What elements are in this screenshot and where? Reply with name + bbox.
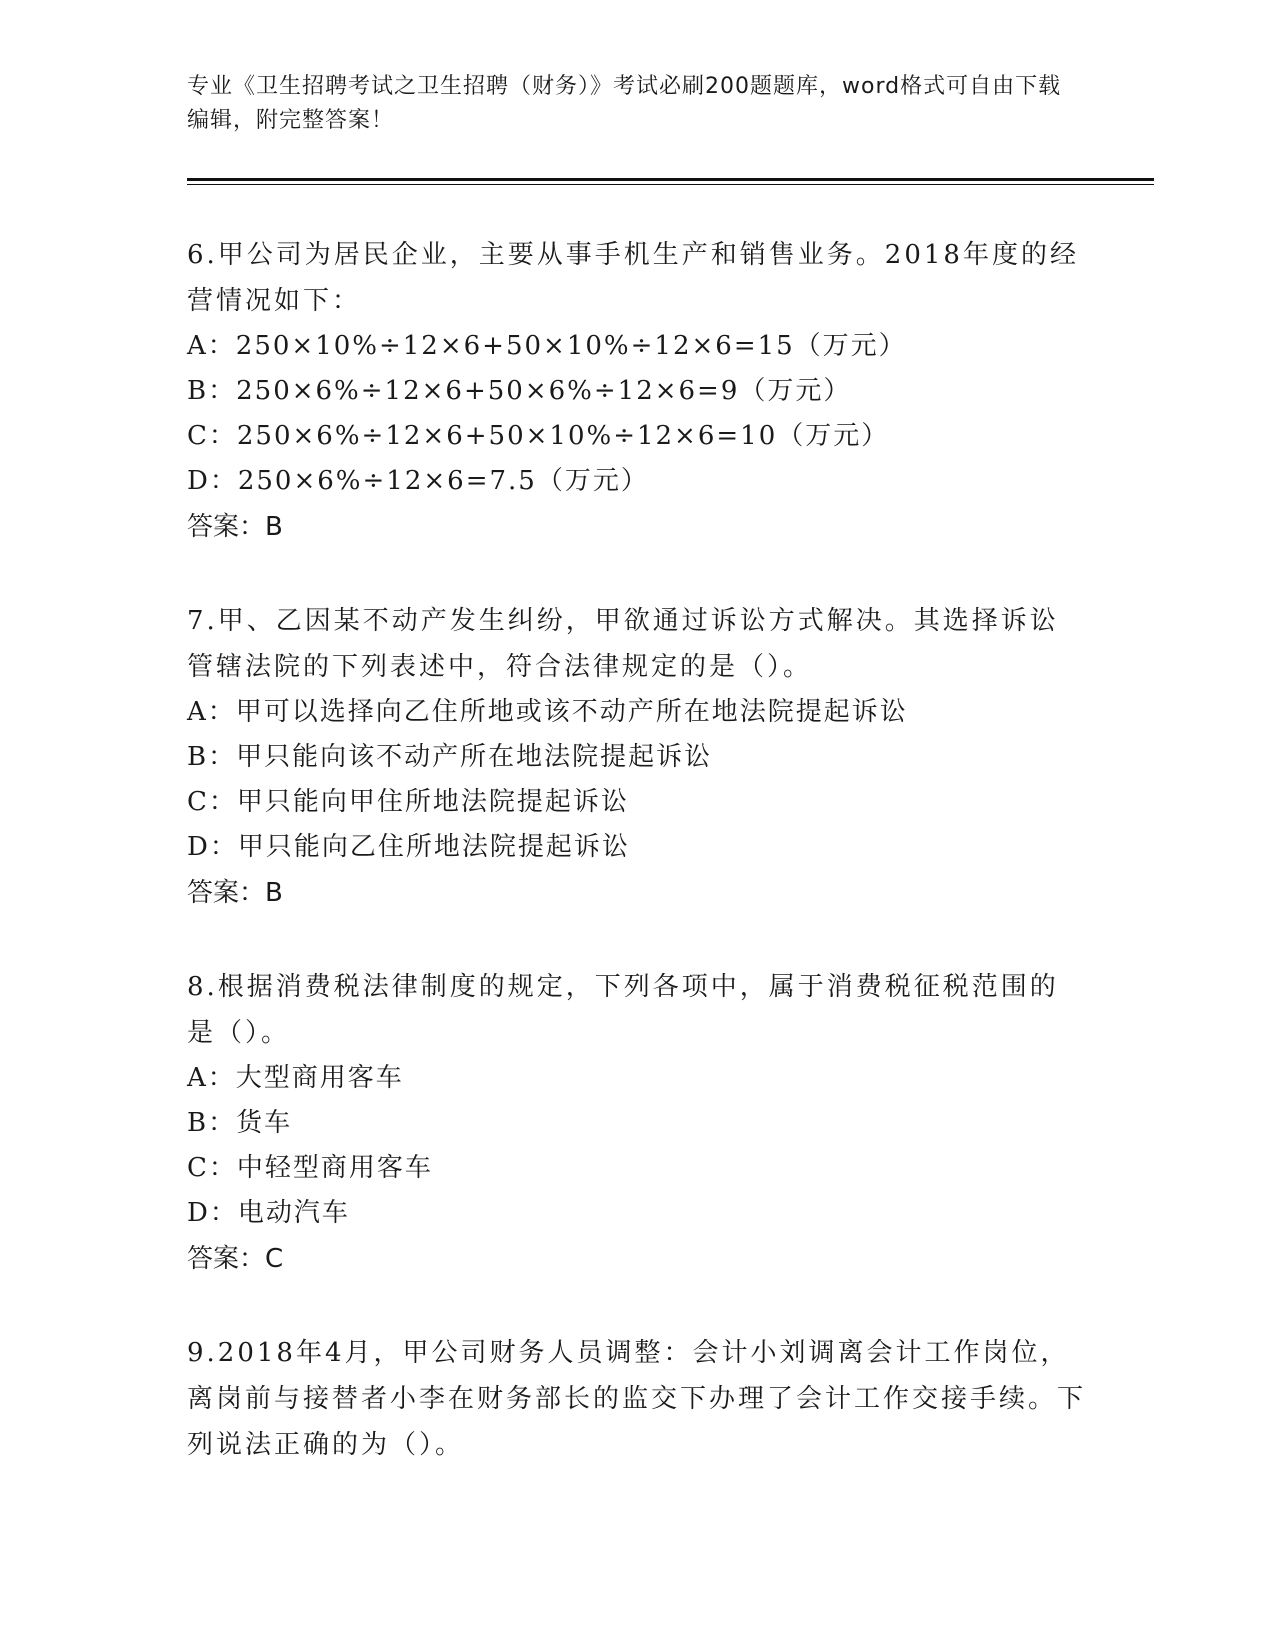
option-c: C：甲只能向甲住所地法院提起诉讼 <box>187 787 629 817</box>
question-9 <box>187 1330 1087 1468</box>
question-7 <box>187 598 1087 916</box>
answer: 答案：B <box>187 878 283 908</box>
question-6 <box>187 232 1087 550</box>
option-c: C：250×6%÷12×6+50×10%÷12×6=10（万元） <box>187 421 890 451</box>
option-c: C：中轻型商用客车 <box>187 1153 433 1183</box>
option-d: D：250×6%÷12×6=7.5（万元） <box>187 466 649 496</box>
question-stem: 8.根据消费税法律制度的规定，下列各项中，属于消费税征税范围的是（）。 <box>187 972 1059 1048</box>
answer: 答案：C <box>187 1244 284 1274</box>
header-rule-thin <box>187 184 1154 185</box>
question-list <box>187 232 1087 1516</box>
question-stem: 6.甲公司为居民企业，主要从事手机生产和销售业务。2018年度的经营情况如下： <box>187 240 1079 316</box>
header-rule-thick <box>187 178 1154 181</box>
answer: 答案：B <box>187 512 283 542</box>
page-header: 专业《卫生招聘考试之卫生招聘（财务）》考试必刷200题题库，word格式可自由下载编辑，附完整答案！ <box>187 74 1062 133</box>
option-a: A：250×10%÷12×6+50×10%÷12×6=15（万元） <box>187 331 907 361</box>
option-a: A：甲可以选择向乙住所地或该不动产所在地法院提起诉讼 <box>187 697 908 727</box>
option-a: A：大型商用客车 <box>187 1063 404 1093</box>
option-b: B：250×6%÷12×6+50×6%÷12×6=9（万元） <box>187 376 852 406</box>
question-stem: 7.甲、乙因某不动产发生纠纷，甲欲通过诉讼方式解决。其选择诉讼管辖法院的下列表述中，符合法律规定的是（）。 <box>187 606 1059 682</box>
option-b: B：甲只能向该不动产所在地法院提起诉讼 <box>187 742 713 772</box>
option-d: D：甲只能向乙住所地法院提起诉讼 <box>187 832 630 862</box>
question-stem: 9.2018年4月，甲公司财务人员调整：会计小刘调离会计工作岗位，离岗前与接替者小李在财务部长的监交下办理了会计工作交接手续。下列说法正确的为（）。 <box>187 1338 1087 1460</box>
question-8 <box>187 964 1087 1282</box>
option-d: D：电动汽车 <box>187 1198 350 1228</box>
option-b: B：货车 <box>187 1108 293 1138</box>
